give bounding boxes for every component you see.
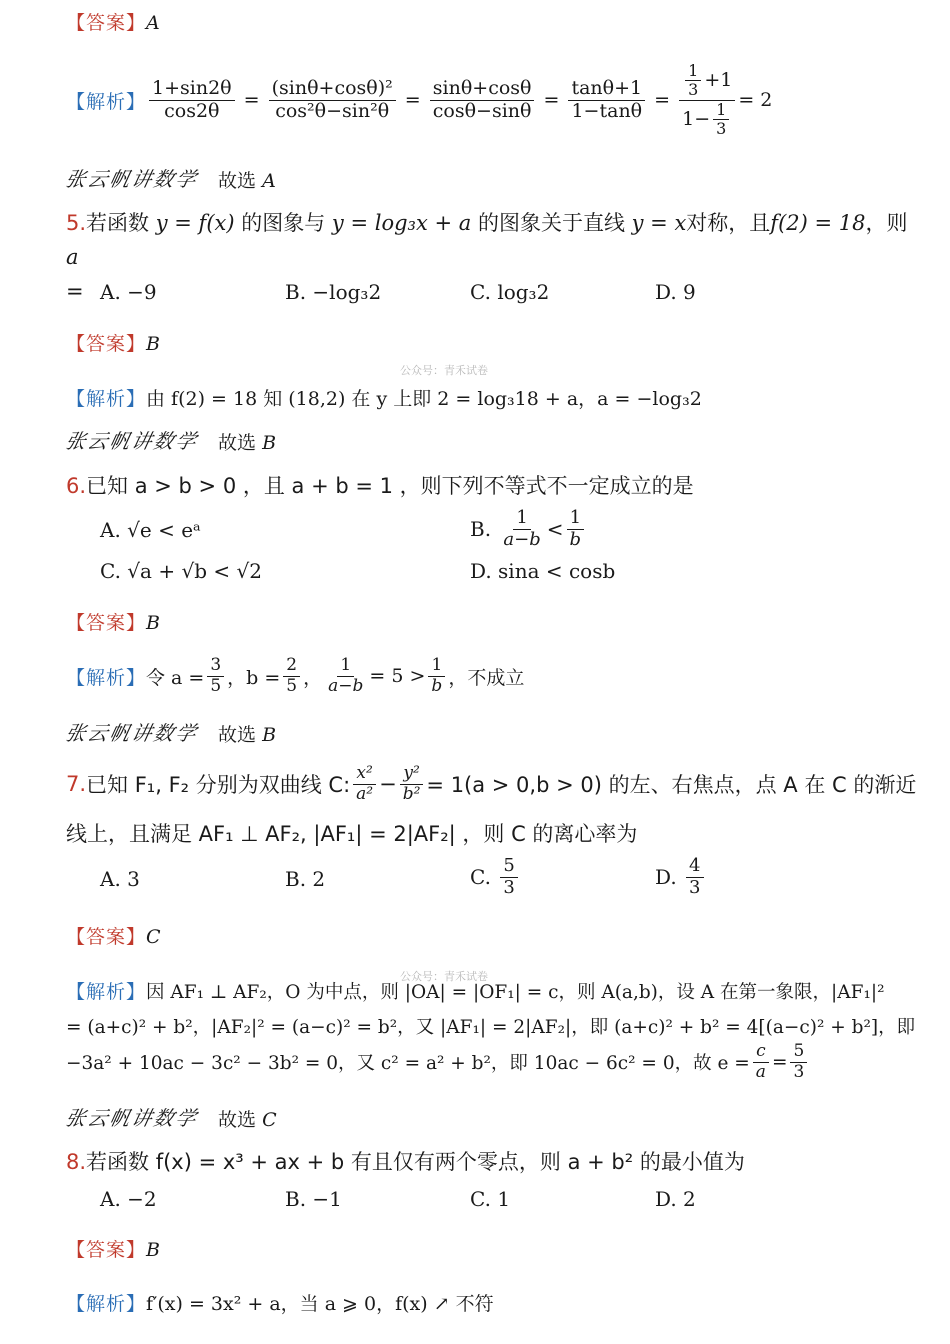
author-signature: 张云帆讲数学: [63, 721, 201, 745]
q4-fraction-2: $\frac{\text{(sinθ+cosθ)²}}{\text{cos²θ−sin²θ}}$: [269, 78, 396, 123]
question-number: 5.: [66, 211, 87, 235]
q4-compound-fraction: $\frac{1}{3}$ +1 1− $\frac{1}{3}$: [679, 62, 735, 139]
q4-analysis: 【解析】 $\frac{1+\sin 2\theta}{\cos 2\theta}$ = $\frac{\text{(sinθ+cosθ)²}}{\text{cos²θ−sin²θ}}$ = $\frac{\sin\theta+\cos\theta}{\cos\theta-\sin\theta}$ = $\frac{\tan\theta+1}{1-\tan\theta}$ = $\frac{1}{3}$ +1 1− $\frac{1}{3}$ = 2: [66, 61, 773, 139]
q6-answer-line: 【答案】B: [66, 612, 161, 634]
q5-option-b: B. −log₃2: [285, 280, 382, 304]
q8-option-d: D. 2: [655, 1187, 696, 1211]
answer-tag: 【答案】: [66, 12, 147, 34]
author-signature: 张云帆讲数学: [63, 167, 201, 191]
q7-choice: 故选 C: [218, 1109, 277, 1131]
analysis-tag: 【解析】: [66, 90, 147, 113]
q5-option-d: D. 9: [655, 280, 696, 304]
q5-stem: 5.若函数 y = f(x) 的图象与 y = log₃x + a 的图象关于直线 y = x对称，且f(2) = 18，则 a =: [66, 211, 908, 303]
q6-option-b: B. $\frac{1}{a-b}$ < $\frac{1}{b}$: [470, 508, 587, 550]
q8-analysis: 【解析】f′(x) = 3x² + a，当 a ⩾ 0，f(x) ↗ 不符: [66, 1293, 494, 1315]
q8-stem: 8.若函数 f(x) = x³ + ax + b 有且仅有两个零点，则 a + b² 的最小值为: [66, 1150, 745, 1174]
q5-option-c: C. log₃2: [470, 280, 550, 304]
author-signature: 张云帆讲数学: [63, 1106, 201, 1130]
q8-option-a: A. −2: [100, 1187, 157, 1211]
q5-option-a: A. −9: [100, 280, 157, 304]
q7-analysis-line3: −3a² + 10ac − 3c² − 3b² = 0，又 c² = a² + b²，即 10ac − 6c² = 0，故 e = $\frac{c}{a}$ = $\frac{5}{3}$: [66, 1042, 920, 1082]
q5-answer-line: 【答案】B: [66, 333, 161, 355]
q7-analysis-line1: 【解析】因 AF₁ ⊥ AF₂，O 为中点，则 |OA| = |OF₁| = c，则 A(a,b)，设 A 在第一象限，|AF₁|²: [66, 981, 885, 1003]
q6-option-a: A. √e < eᵃ: [100, 518, 201, 542]
q8-option-b: B. −1: [285, 1187, 342, 1211]
q7-answer-line: 【答案】C: [66, 926, 162, 948]
author-signature: 张云帆讲数学: [63, 429, 201, 453]
q7-option-c: C. $\frac{5}{3}$: [470, 856, 521, 898]
q4-fraction-3: $\frac{\sin\theta+\cos\theta}{\cos\theta-\sin\theta}$: [430, 78, 535, 123]
q5-choice: 故选 B: [218, 432, 277, 454]
q4-fraction-4: $\frac{\tan\theta+1}{1-\tan\theta}$: [568, 78, 645, 123]
q4-choice: 故选 A: [218, 170, 276, 192]
watermark: 公众号：青禾试卷: [400, 364, 488, 377]
watermark: 公众号：青禾试卷: [400, 970, 488, 983]
q6-analysis: 【解析】 令 a = $\frac{3}{5}$ ，b = $\frac{2}{5}$ ， $\frac{1}{a-b}$ = 5 > $\frac{1}{b}$ ，不成立: [66, 655, 525, 696]
answer-value: A: [146, 12, 161, 34]
q4-result: = 2: [738, 89, 773, 112]
q8-answer-line: 【答案】B: [66, 1239, 161, 1261]
q7-option-d: D. $\frac{4}{3}$: [655, 856, 707, 898]
q7-stem-line2: 线上，且满足 AF₁ ⊥ AF₂, |AF₁| = 2|AF₂| ，则 C 的离心率为: [66, 822, 638, 846]
q6-choice: 故选 B: [218, 724, 277, 746]
q4-fraction-1: $\frac{1+\sin 2\theta}{\cos 2\theta}$: [149, 78, 235, 123]
q6-option-d: D. sina < cosb: [470, 559, 616, 583]
q6-option-c: C. √a + √b < √2: [100, 559, 262, 583]
q7-option-b: B. 2: [285, 867, 326, 891]
q7-analysis-line2: = (a+c)² + b²，|AF₂|² = (a−c)² = b²，又 |AF₁| = 2|AF₂|，即 (a+c)² + b² = 4[(a−c)² + b²]，即: [66, 1017, 916, 1038]
q5-analysis: 【解析】由 f(2) = 18 知 (18,2) 在 y 上即 2 = log₃18 + a，a = −log₃2: [66, 388, 702, 410]
q4-answer-line: [66, 8, 920, 35]
q6-stem: 6.已知 a > b > 0 ，且 a + b = 1 ，则下列不等式不一定成立的是: [66, 474, 694, 498]
q8-option-c: C. 1: [470, 1187, 511, 1211]
q7-stem-line1: 7. 已知 F₁, F₂ 分别为双曲线 C: $\frac{\text{x²}}{\text{a²}}$ − $\frac{\text{y²}}{\text{b²}}$ = 1(a > 0,b > 0) 的左、右焦点，点 A 在 C 的渐近: [66, 763, 917, 804]
q7-option-a: A. 3: [100, 867, 140, 891]
